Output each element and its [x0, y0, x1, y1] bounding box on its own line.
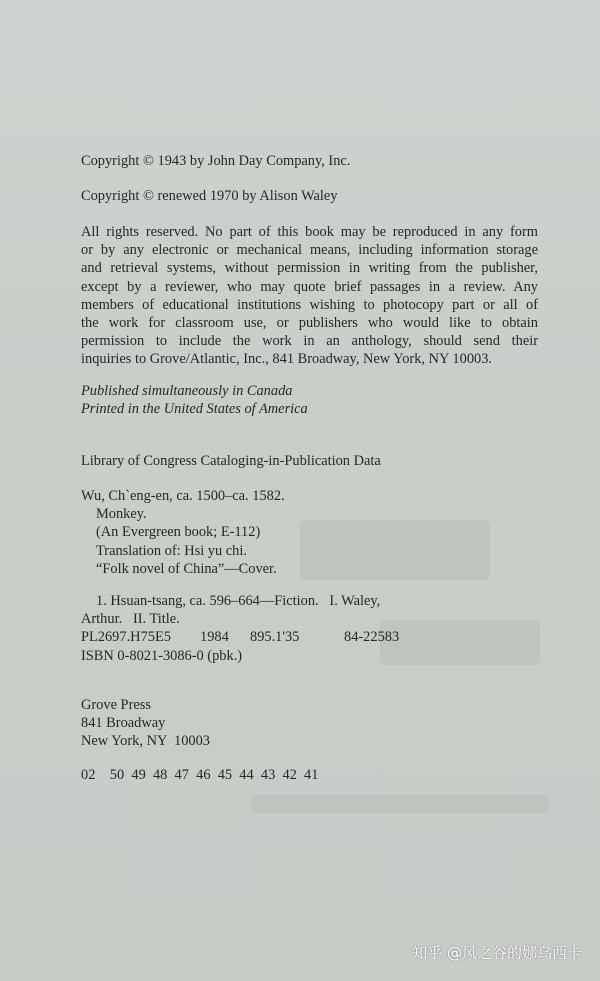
publisher-street: 841 Broadway: [81, 715, 166, 732]
printed-in-usa: Printed in the United States of America: [81, 401, 308, 418]
copyright-line-2: [81, 187, 338, 205]
show-through-shadow: [250, 795, 550, 813]
publisher-address: [81, 696, 210, 751]
rights-line: and retrieval systems, without permission in writing from the publisher,: [81, 260, 538, 277]
show-through-shadow: [300, 520, 490, 580]
copyright-line-1: [81, 152, 350, 170]
cip-translation-note: Translation of: Hsi yu chi.: [96, 542, 247, 559]
cip-subjects-line-2: Arthur. II. Title.: [81, 611, 180, 628]
cip-classification: [81, 628, 399, 646]
rights-line: members of educational institutions wishing to photocopy part or all of: [81, 296, 538, 313]
cip-cover-note: “Folk novel of China”—Cover.: [96, 560, 277, 577]
publisher-city: New York, NY 10003: [81, 733, 210, 750]
cip-series: (An Evergreen book; E-112): [96, 524, 261, 541]
cip-title: Monkey.: [96, 506, 147, 523]
cip-subjects-line-1: 1. Hsuan-tsang, ca. 596–664—Fiction. I. Waley,: [96, 593, 381, 609]
cip-author: Wu, Ch`eng-en, ca. 1500–ca. 1582.: [81, 488, 285, 504]
show-through-shadow: [380, 620, 540, 665]
copyright-original: Copyright © 1943 by John Day Company, Inc.: [81, 153, 351, 169]
rights-line: inquiries to Grove/Atlantic, Inc., 841 Broadway, New York, NY 10003.: [81, 351, 493, 368]
rights-line: or by any electronic or mechanical means, including information storage: [81, 242, 538, 259]
cip-heading-text: Library of Congress Cataloging-in-Publication Data: [81, 453, 381, 469]
rights-line: except by a reviewer, who may quote brief passages in a review. Any: [81, 278, 538, 295]
rights-paragraph: [81, 223, 538, 369]
cip-dewey: 895.1'35: [250, 629, 300, 646]
zhihu-watermark: 知乎 @风之谷的娜乌西卡: [412, 944, 582, 962]
rights-line: All rights reserved. No part of this book may be reproduced in any form: [81, 224, 538, 240]
printing-numbers: 02 50 49 48 47 46 45 44 43 42 41: [81, 767, 319, 783]
cip-heading: [81, 452, 381, 470]
cip-entry: [81, 487, 285, 578]
rights-line: the work for classroom use, or publishers who would like to obtain: [81, 314, 538, 331]
publication-notes: [81, 382, 308, 418]
printing-line: [81, 766, 318, 784]
publisher-name: Grove Press: [81, 697, 151, 713]
copyright-renewed: Copyright © renewed 1970 by Alison Waley: [81, 188, 338, 204]
cip-subjects: [81, 592, 399, 665]
published-in-canada: Published simultaneously in Canada: [81, 383, 293, 399]
cip-lccn: 84-22583: [344, 629, 400, 646]
cip-class-number: PL2697.H75E5: [81, 629, 171, 646]
rights-line: permission to include the work in an anthology, should send their: [81, 333, 538, 350]
cip-isbn: ISBN 0-8021-3086-0 (pbk.): [81, 647, 243, 664]
cip-year: 1984: [200, 629, 229, 646]
